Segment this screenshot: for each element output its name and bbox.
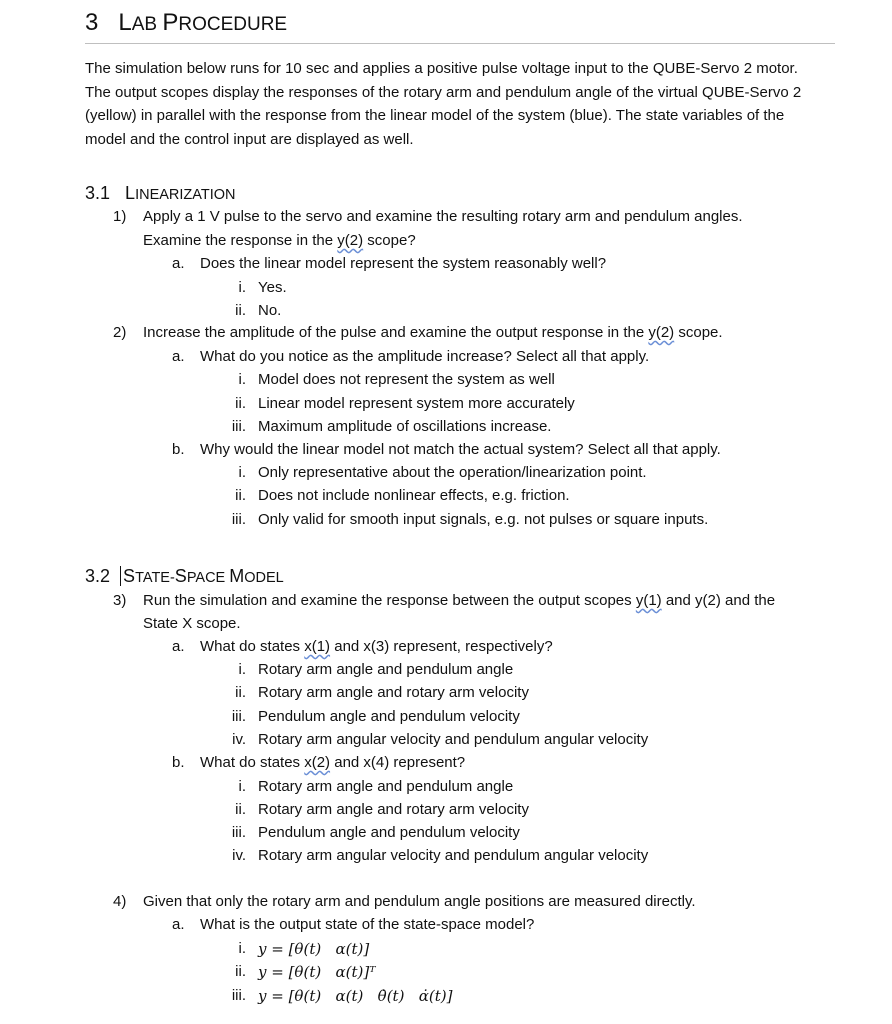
option-text[interactable]: Rotary arm angle and pendulum angle: [258, 661, 514, 678]
option-text[interactable]: Rotary arm angle and rotary arm velocity: [258, 801, 529, 818]
q2a-text: What do you notice as the amplitude increase? Select all that apply.: [200, 348, 650, 365]
option-number: i.: [238, 940, 246, 957]
option-number: i.: [238, 778, 246, 795]
intro-paragraph: The simulation below runs for 10 sec and applies a positive pulse voltage input to the QUBE-Servo 2 motor. The output scopes display the responses of the rotary arm and pendulum angle of the virtual QUBE-Servo 2 (yellow) in parallel with the response from the linear model of the system (blue). The state variables of the model and the control input are displayed as well.: [85, 60, 802, 148]
section-3-2-heading: 3.2 STATE-SPACE MODEL: [85, 566, 284, 586]
q1-text-line2: Examine the response in the y(2) scope?: [143, 232, 416, 249]
q2b-text: Why would the linear model not match the actual system? Select all that apply.: [200, 441, 721, 458]
option-text[interactable]: No.: [258, 302, 282, 319]
heading-smallcaps: ROCEDURE: [178, 14, 288, 35]
option-text[interactable]: Linear model represent system more accurately: [258, 395, 575, 412]
q1a-text: Does the linear model represent the system reasonably well?: [200, 255, 607, 272]
option-number: ii.: [235, 395, 246, 412]
heading-number: 3: [85, 9, 99, 36]
state-ref: x(2): [304, 754, 331, 771]
option-text[interactable]: Rotary arm angle and pendulum angle: [258, 778, 514, 795]
state-ref: x(1): [304, 638, 331, 655]
q3a-text: What do states x(1) and x(3) represent, respectively?: [200, 638, 553, 655]
scope-ref: y(2): [337, 232, 364, 249]
option-text[interactable]: Yes.: [258, 279, 287, 296]
option-number: ii.: [235, 963, 246, 980]
q3b-label: b.: [172, 754, 185, 771]
heading-rule: [85, 43, 835, 44]
q3-text: Run the simulation and examine the response between the output scopes y(1) and y(2) and the: [143, 592, 776, 609]
option-number: iv.: [232, 847, 246, 864]
section-letter: L: [125, 183, 136, 203]
option-number: ii.: [235, 684, 246, 701]
option-number: ii.: [235, 487, 246, 504]
text-cursor: [120, 566, 121, 586]
page-heading: [85, 8, 287, 40]
q1-number: 1): [113, 208, 127, 225]
section-number: 3.1: [85, 183, 111, 203]
option-number: ii.: [235, 302, 246, 319]
equation-option[interactable]: y = [θ(t) α(t)]ᵀ: [258, 963, 376, 981]
option-number: iii.: [231, 824, 246, 841]
heading-smallcaps: AB: [131, 14, 163, 35]
q4a-text: What is the output state of the state-space model?: [200, 916, 535, 933]
option-number: iii.: [231, 511, 246, 528]
option-number: iv.: [232, 731, 246, 748]
q1-text: Apply a 1 V pulse to the servo and examine the resulting rotary arm and pendulum angles.: [143, 208, 743, 225]
option-text[interactable]: Pendulum angle and pendulum velocity: [258, 824, 520, 841]
option-number: iii.: [231, 708, 246, 725]
option-text[interactable]: Only representative about the operation/linearization point.: [258, 464, 647, 481]
option-number: iii.: [231, 418, 246, 435]
option-number: i.: [238, 661, 246, 678]
option-number: i.: [238, 464, 246, 481]
option-text[interactable]: Pendulum angle and pendulum velocity: [258, 708, 520, 725]
q3-text-line2: State X scope.: [143, 615, 241, 632]
section-number: 3.2: [85, 566, 111, 586]
q3a-label: a.: [172, 638, 185, 655]
scope-ref: y(1): [635, 592, 662, 609]
option-number: i.: [238, 279, 246, 296]
section-smallcaps: INEARIZATION: [135, 187, 236, 203]
option-text[interactable]: Rotary arm angular velocity and pendulum angular velocity: [258, 731, 649, 748]
option-text[interactable]: Model does not represent the system as well: [258, 371, 555, 388]
heading-letter: P: [162, 9, 179, 36]
option-text[interactable]: Maximum amplitude of oscillations increase.: [258, 418, 552, 435]
q3-number: 3): [113, 592, 127, 609]
option-text[interactable]: Does not include nonlinear effects, e.g. friction.: [258, 487, 570, 504]
equation-option[interactable]: y = [θ(t) α(t) θ̇(t) α̇(t)]: [258, 987, 453, 1005]
q3b-text: What do states x(2) and x(4) represent?: [200, 754, 466, 771]
option-number: ii.: [235, 801, 246, 818]
q1a-label: a.: [172, 255, 185, 272]
equation-option[interactable]: y = [θ(t) α(t)]: [258, 940, 370, 958]
q2a-label: a.: [172, 348, 185, 365]
option-number: iii.: [231, 987, 246, 1004]
section-3-1-heading: [85, 182, 236, 206]
option-text[interactable]: Rotary arm angle and rotary arm velocity: [258, 684, 529, 701]
option-text[interactable]: Rotary arm angular velocity and pendulum angular velocity: [258, 847, 649, 864]
option-number: i.: [238, 371, 246, 388]
heading-letter: L: [118, 9, 132, 36]
option-text[interactable]: Only valid for smooth input signals, e.g. not pulses or square inputs.: [258, 511, 709, 528]
q2-text: Increase the amplitude of the pulse and examine the output response in the y(2) scope.: [143, 324, 723, 341]
q4-text: Given that only the rotary arm and pendulum angle positions are measured directly.: [143, 893, 696, 910]
scope-ref: y(2): [648, 324, 675, 341]
q4-number: 4): [113, 893, 127, 910]
q2-number: 2): [113, 324, 127, 341]
q4a-label: a.: [172, 916, 185, 933]
q2b-label: b.: [172, 441, 185, 458]
